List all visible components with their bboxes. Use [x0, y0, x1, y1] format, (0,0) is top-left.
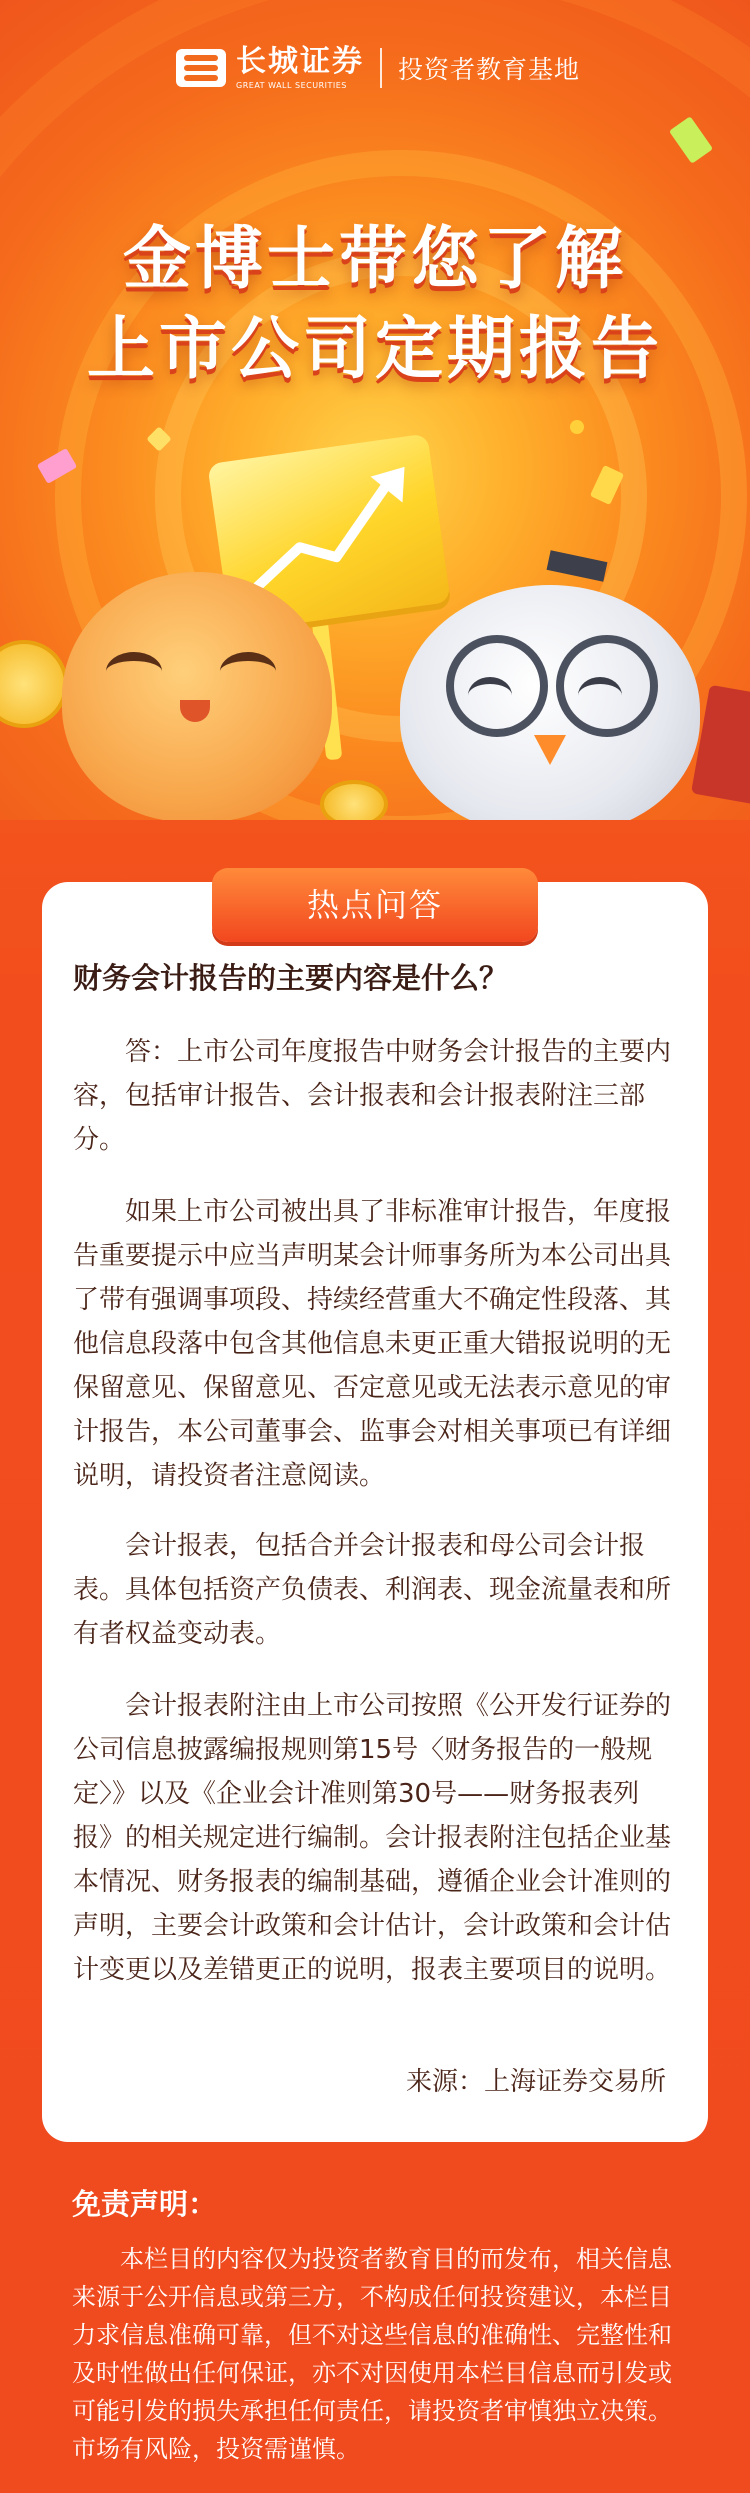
- owl-eye: [578, 677, 622, 714]
- answer-paragraph: 如果上市公司被出具了非标准审计报告，年度报告重要提示中应当声明某会计师事务所为本公司出具了带有强调事项段、持续经营重大不确定性段落、其他信息段落中包含其他信息未更正重大错报说明的无保留意见、保留意见、否定意见或无法表示意见的审计报告，本公司董事会、监事会对相关事项已有详细说明，请投资者注意阅读。: [73, 1197, 672, 1491]
- hero-title-line2: 上市公司定期报告: [86, 310, 663, 389]
- orange-owl-mascot: [62, 572, 332, 820]
- answer-paragraph: 答：上市公司年度报告中财务会计报告的主要内容，包括审计报告、会计报表和会计报表附注三部分。: [73, 1037, 672, 1155]
- question-heading: 财务会计报告的主要内容是什么？: [73, 961, 509, 995]
- disclaimer-title: 免责声明：: [72, 2187, 218, 2221]
- hero-title-line1: 金博士带您了解: [122, 220, 627, 299]
- owl-eye: [106, 652, 162, 691]
- disclaimer-text: 本栏目的内容仅为投资者教育目的而发布，相关信息来源于公开信息或第三方，不构成任何投资建议，本栏目力求信息准确可靠，但不对这些信息的准确性、完整性和及时性做出任何保证，亦不对因使用本栏目信息而引发或可能引发的损失承担任何责任，请投资者审慎独立决策。市场有风险，投资需谨慎。: [72, 2245, 672, 2463]
- answer-paragraph: 会计报表，包括合并会计报表和母公司会计报表。具体包括资产负债表、利润表、现金流量表和所有者权益变动表。: [73, 1531, 672, 1649]
- hero-banner: [0, 0, 750, 820]
- coin-icon: [320, 780, 388, 820]
- source-credit: 来源：上海证券交易所: [405, 2067, 666, 2097]
- grey-owl-mascot: [400, 585, 700, 820]
- great-wall-logo-icon: [176, 45, 226, 91]
- owl-beak: [534, 735, 566, 765]
- owl-eye: [468, 677, 512, 714]
- brand-divider: [380, 48, 382, 88]
- section-tab-label: 热点问答: [212, 868, 538, 942]
- brand-name: 长城证券: [236, 43, 364, 79]
- confetti-decoration: [570, 420, 584, 434]
- brand-header: [176, 42, 580, 94]
- brand-name-en: GREAT WALL SECURITIES: [236, 80, 347, 90]
- owl-eye: [220, 652, 276, 691]
- brand-tagline: 投资者教育基地: [398, 55, 581, 84]
- brand-wordmark: [236, 43, 364, 90]
- answer-paragraph: 会计报表附注由上市公司按照《公开发行证券的公司信息披露编报规则第15号〈财务报告的一般规定〉》以及《企业会计准则第30号——财务报表列报》的相关规定进行编制。会计报表附注包括企业基本情况、财务报表的编制基础，遵循企业会计准则的声明，主要会计政策和会计估计，会计政策和会计估计变更以及差错更正的说明，报表主要项目的说明。: [73, 1691, 672, 1985]
- owl-mouth: [180, 700, 210, 722]
